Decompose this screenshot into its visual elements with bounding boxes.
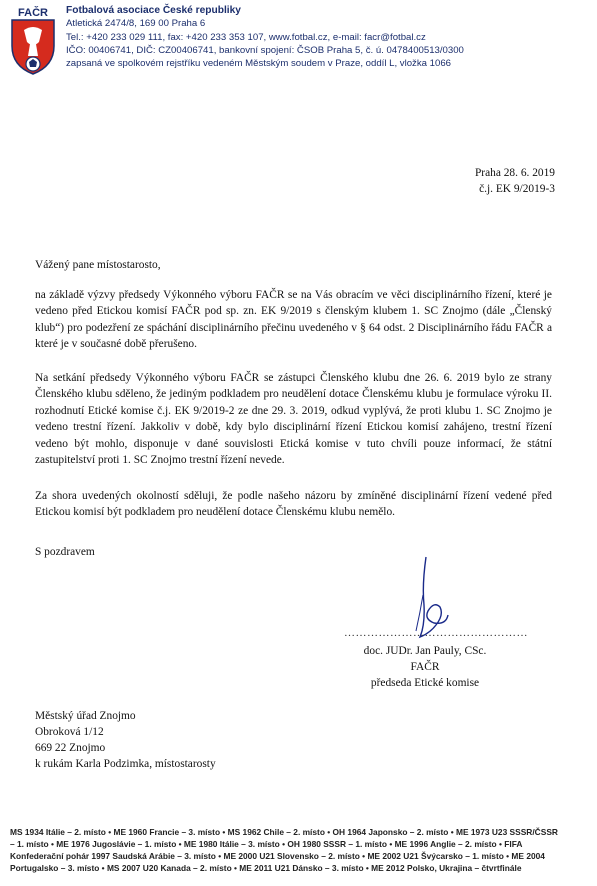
logo-text: FAČR [18,7,48,19]
reference-number: č.j. EK 9/2019-3 [479,183,555,195]
address-line: Atletická 2474/8, 169 00 Praha 6 [66,18,206,30]
footer-line-1: MS 1934 Itálie – 2. místo • ME 1960 Francie – 3. místo • MS 1962 Chile – 2. místo • OH 1964 Japonsko – 2. místo • ME 1973 U23 SSSR/ČSSR [10,827,558,837]
recipient-address [35,708,216,772]
signer-title: předseda Etické komise [370,677,480,689]
address-line-2: Obroková 1/12 [35,726,104,738]
footer-line-4: Portugalsko – 3. místo • MS 2007 U20 Kanada – 2. místo • ME 2011 U21 Dánsko – 3. místo • ME 2012 Polsko, Ukrajina – čtvrtfinále [10,863,522,873]
paragraph-1: na základě výzvy předsedy Výkonného výboru FAČR se na Vás obracím ve věci disciplinárního řízení, které je vedeno před Etickou komisí FAČR pod sp. zn. EK 9/2019 s členským klubem 1. SC Znojmo (dále „Členský klub“) pro podezření ze spáchání disciplinárního přečinu uvedeného v § 64 odst. 2 Disciplinárního řádu FAČR a které je v současné době přerušeno. [35,289,552,351]
address-line-1: Městský úřad Znojmo [35,710,136,722]
paragraph-3: Za shora uvedených okolností sděluji, že podle našeho názoru by zmíněné disciplinární řízení vedené před Etickou komisí být podkladem pro neudělení dotace Členskému klubu nemělo. [35,490,552,519]
facr-logo [8,6,58,78]
organization-name: Fotbalová asociace České republiky [66,5,241,16]
signature-line: ………………………………………… [344,627,528,639]
closing: S pozdravem [35,546,95,558]
footer-line-3: Konfederační pohár 1997 Saudská Arábie – 3. místo • ME 2000 U21 Slovensko – 2. místo • ME 2002 U21 Švýcarsko – 1. místo • ME 2004 [10,851,545,861]
signer-org: FAČR [410,661,440,673]
signer-block [335,643,515,691]
address-line-3: 669 22 Znojmo [35,742,106,754]
salutation: Vážený pane místostarosto, [35,259,161,271]
letterhead [66,4,591,70]
date-block [475,165,555,197]
footer-line-2: – 1. místo • ME 1976 Jugoslávie – 1. místo • ME 1980 Itálie – 3. místo • OH 1980 SSSR – 1. místo • ME 1996 Anglie – 2. místo • FIFA [10,839,523,849]
letter-date: Praha 28. 6. 2019 [474,167,555,179]
achievements-footer [10,826,590,874]
contact-line: Tel.: +420 233 029 111, fax: +420 233 353 107, www.fotbal.cz, e-mail: facr@fotbal.cz [66,31,426,43]
paragraph-2: Na setkání předsedy Výkonného výboru FAČR se zástupci Členského klubu dne 26. 6. 2019 bylo ze strany Členského klubu sděleno, že jediným podkladem pro neudělení dotace Členskému klubu je formulace výroku II. rozhodnutí Etické komise č.j. EK 9/2019-2 ze dne 29. 3. 2019, odkud vyplývá, že proti klubu 1. SC Znojmo je vedeno trestní řízení. Jakkoliv v době, kdy bylo disciplinární řízení Etickou komisí zahájeno, trestní řízení vedeno být mohlo, disponuje v dané souvislosti Etická komise v tuto chvíli pouze informací, že státní zastupitelství proti 1. SC Znojmo trestní řízení nevede. [35,372,552,467]
register-line: zapsaná ve spolkovém rejstříku vedeném Městským soudem v Praze, oddíl L, vložka 1066 [66,58,451,70]
signer-name: doc. JUDr. Jan Pauly, CSc. [363,645,487,657]
address-line-4: k rukám Karla Podzimka, místostarosty [35,758,216,770]
registration-line: IČO: 00406741, DIČ: CZ00406741, bankovní spojení: ČSOB Praha 5, č. ú. 0478400513/0300 [66,44,464,56]
